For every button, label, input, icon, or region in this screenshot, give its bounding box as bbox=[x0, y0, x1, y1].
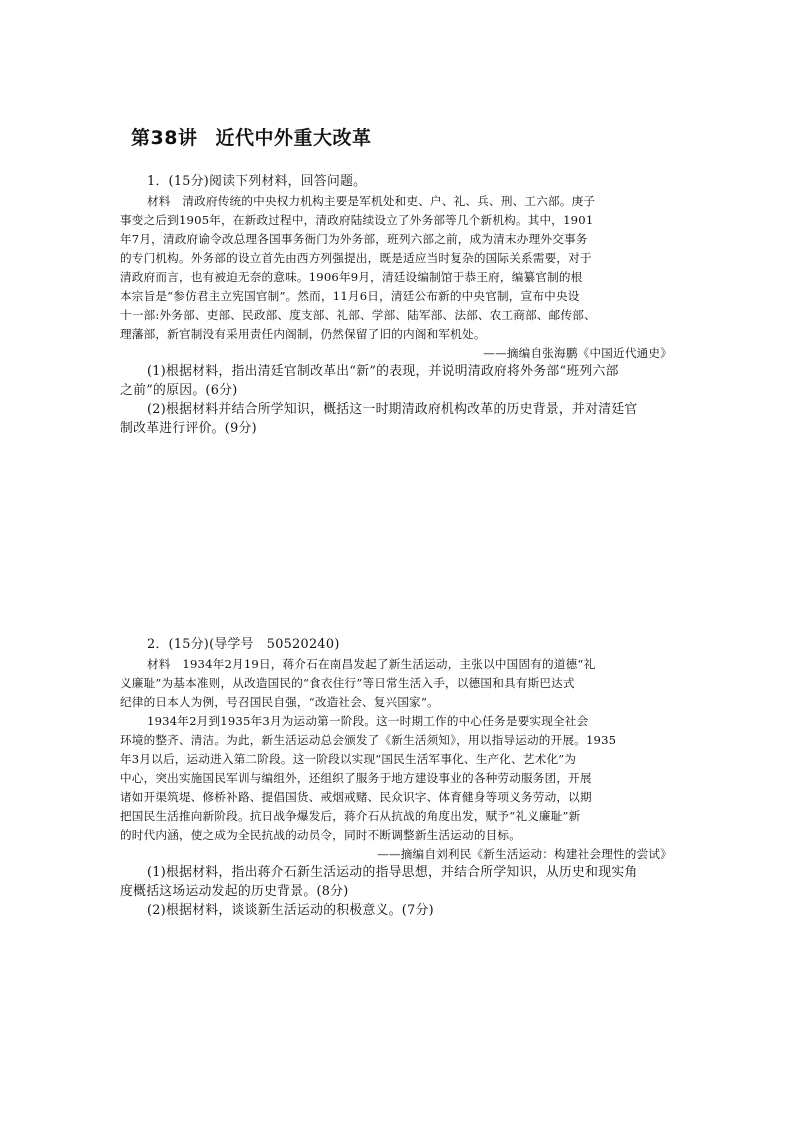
q1-question-line: 之前”的原因。(6分) bbox=[120, 383, 238, 398]
q2-source: ——摘编自刘利民《新生活运动：构建社会理性的尝试》 bbox=[377, 847, 672, 861]
q2-header: 2．(15分)(导学号 50520240) bbox=[147, 637, 340, 652]
q2-question-line: 度概括这场运动发起的历史背景。(8分) bbox=[120, 884, 349, 899]
q1-material-line: 清政府而言，也有被迫无奈的意味。1906年9月，清廷设编制馆于恭王府，编纂官制的根 bbox=[120, 270, 583, 284]
q1-material-line: 本宗旨是“参仿君主立宪国官制”。然而，11月6日，清廷公布新的中央官制，宣布中央设 bbox=[120, 289, 580, 303]
q2-material-line: 年3月以后，运动进入第二阶段。这一阶段以实现“国民生活军事化、生产化、艺术化”为 bbox=[120, 752, 577, 766]
q2-question-line: (2)根据材料，谈谈新生活运动的积极意义。(7分) bbox=[147, 903, 434, 918]
q1-material-line: 材料 清政府传统的中央权力机构主要是军机处和吏、户、礼、兵、刑、工六部。庚子 bbox=[147, 194, 596, 208]
lecture-topic: 近代中外重大改革 bbox=[215, 127, 372, 149]
q2-material-line: 诸如开渠筑堤、修桥补路、提倡国货、戒烟戒赌、民众识字、体育健身等项义务劳动，以期 bbox=[120, 790, 592, 804]
lecture-number: 第38讲 bbox=[131, 127, 198, 149]
q2-question-line: (1)根据材料，指出蒋介石新生活运动的指导思想，并结合所学知识，从历史和现实角 bbox=[147, 865, 638, 880]
q1-question-line: (2)根据材料并结合所学知识，概括这一时期清政府机构改革的历史背景，并对清廷官 bbox=[147, 402, 638, 417]
q1-material-line: 的专门机构。外务部的设立首先由西方列强提出，既是适应当时复杂的国际关系需要，对于 bbox=[120, 251, 592, 265]
q2-material-line: 环境的整齐、清洁。为此，新生活运动总会颁发了《新生活须知》，用以指导运动的开展。1935 bbox=[120, 733, 617, 747]
q2-material-line: 中心，突出实施国民军训与编组外，还组织了服务于地方建设事业的各种劳动服务团，开展 bbox=[120, 771, 592, 785]
q2-material-line: 材料 1934年2月19日，蒋介石在南昌发起了新生活运动，主张以中国固有的道德“礼 bbox=[147, 657, 596, 671]
q1-material-line: 年7月，清政府谕令改总理各国事务衙门为外务部，班列六部之前，成为清末办理外交事务 bbox=[120, 232, 588, 246]
q1-source: ——摘编自张海鹏《中国近代通史》 bbox=[483, 346, 672, 360]
q2-material-line: 1934年2月到1935年3月为运动第一阶段。这一时期工作的中心任务是要实现全社会 bbox=[147, 714, 589, 728]
q1-header: 1．(15分)阅读下列材料，回答问题。 bbox=[147, 174, 367, 189]
q2-material-line: 纪律的日本人为例，号召国民自强，“改造社会、复兴国家”。 bbox=[120, 695, 439, 709]
q2-material-line: 把国民生活推向新阶段。抗日战争爆发后，蒋介石从抗战的角度出发，赋予“礼义廉耻”新 bbox=[120, 809, 581, 823]
page-title bbox=[131, 123, 371, 150]
q1-material-line: 十一部:外务部、吏部、民政部、度支部、礼部、学部、陆军部、法部、农工商部、邮传部、 bbox=[120, 308, 596, 322]
q2-material-line: 的时代内涵，使之成为全民抗战的动员令，同时不断调整新生活运动的目标。 bbox=[120, 828, 521, 842]
q1-question-line: 制改革进行评价。(9分) bbox=[120, 421, 257, 436]
q1-material-line: 事变之后到1905年，在新政过程中，清政府陆续设立了外务部等几个新机构。其中，1901 bbox=[120, 213, 594, 227]
q1-question-line: (1)根据材料，指出清廷官制改革出“新”的表现，并说明清政府将外务部“班列六部 bbox=[147, 364, 619, 379]
q1-material-line: 理藩部，新官制没有采用责任内阁制，仍然保留了旧的内阁和军机处。 bbox=[120, 327, 486, 341]
q2-material-line: 义廉耻”为基本准则，从改造国民的“食衣住行”等日常生活入手，以德国和具有斯巴达式 bbox=[120, 676, 575, 690]
